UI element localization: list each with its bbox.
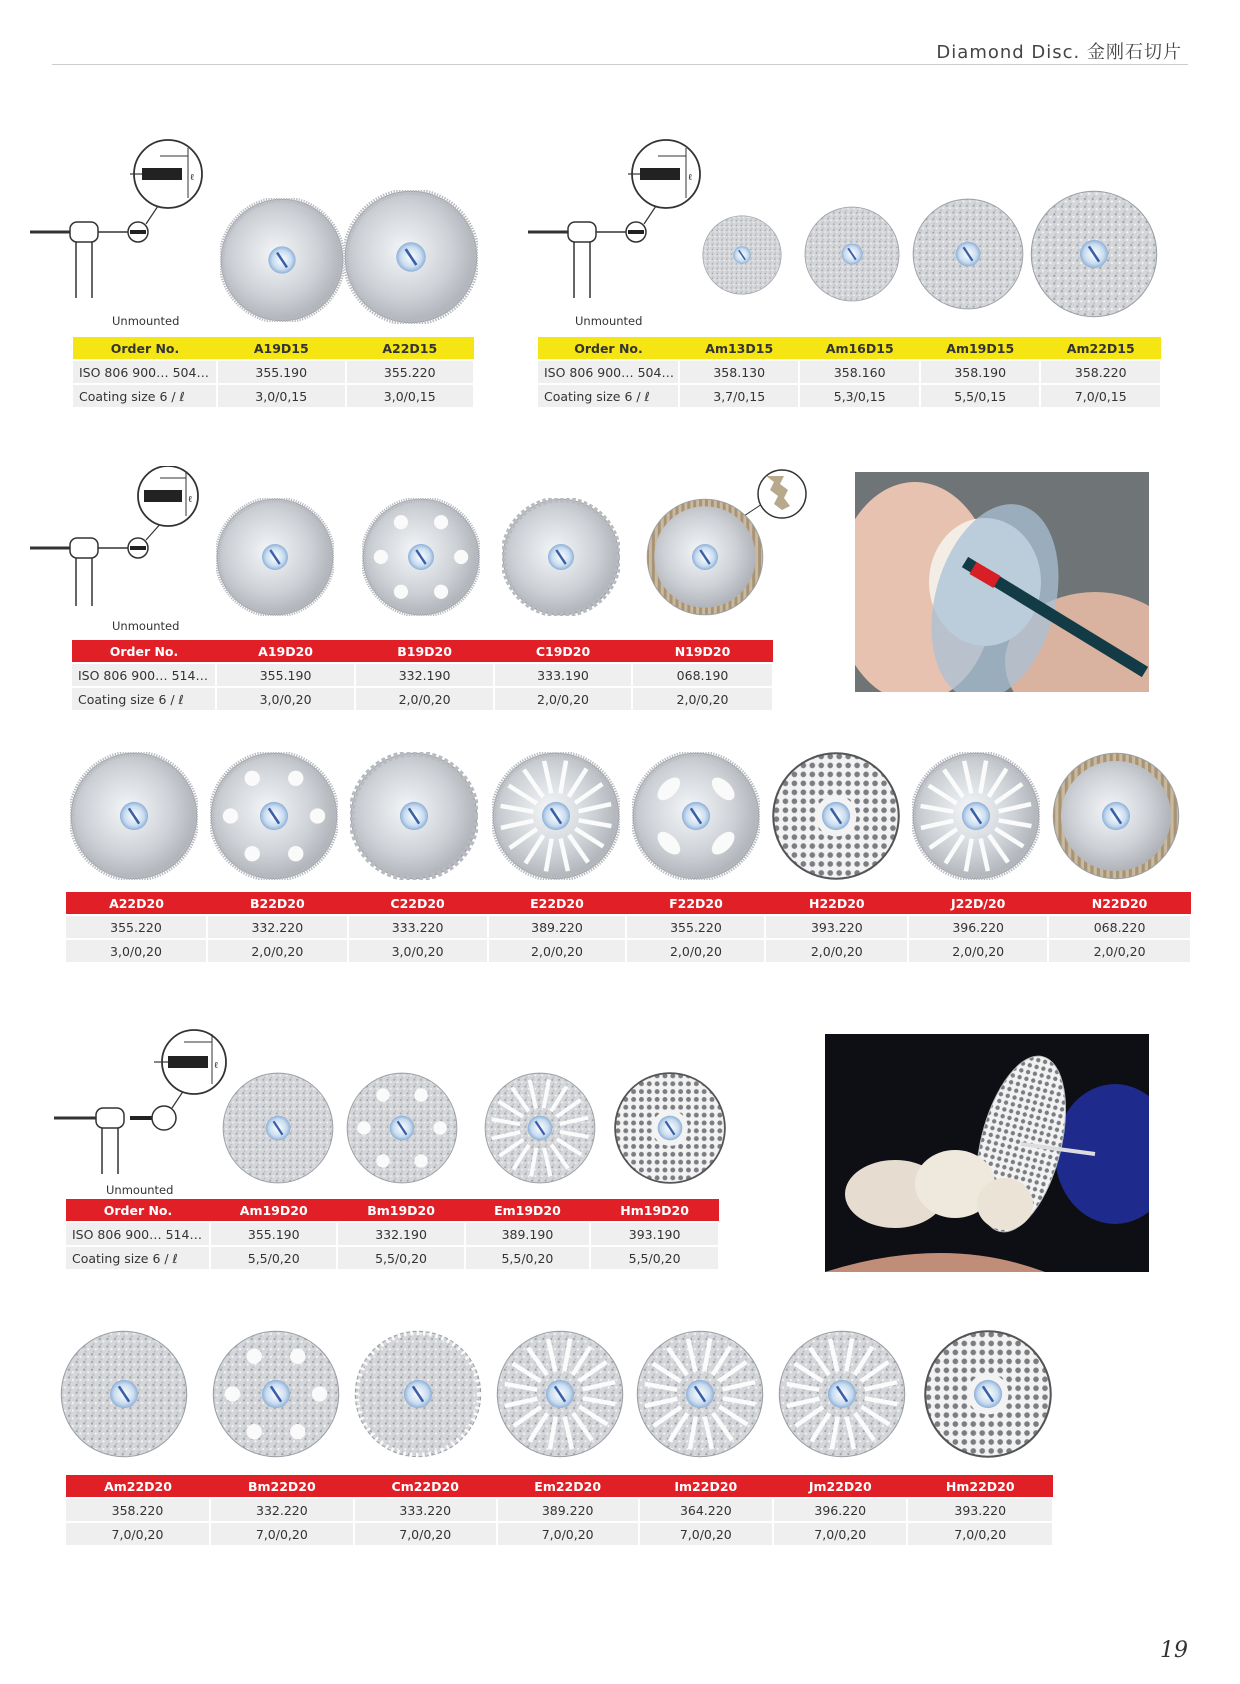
- coating-cell: 7,0/0,20: [773, 1522, 907, 1545]
- diamond-disc-icon: [220, 198, 344, 322]
- iso-cell: 333.220: [354, 1498, 497, 1522]
- code-cell: N22D20: [1048, 892, 1191, 915]
- coating-cell: 2,0/0,20: [765, 939, 908, 962]
- code-cell: F22D20: [626, 892, 765, 915]
- coating-cell: 7,0/0,20: [66, 1522, 210, 1545]
- diamond-disc-icon: [804, 206, 900, 302]
- diamond-disc-icon: [1052, 752, 1180, 880]
- iso-cell: 364.220: [639, 1498, 773, 1522]
- diamond-disc-icon: [492, 752, 620, 880]
- iso-label: ISO 806 900… 514…: [66, 1222, 210, 1246]
- diamond-disc-icon: [484, 1072, 596, 1184]
- diamond-disc-icon: [350, 752, 478, 880]
- code-cell: B19D20: [355, 640, 494, 663]
- mandrel-diagram-icon: [54, 1024, 234, 1174]
- iso-cell: 396.220: [908, 915, 1048, 939]
- coating-cell: 7,0/0,20: [354, 1522, 497, 1545]
- iso-cell: 358.220: [66, 1498, 210, 1522]
- iso-cell: 068.190: [632, 663, 773, 687]
- coating-cell: 3,0/0,15: [346, 384, 475, 407]
- header-rule: [52, 64, 1188, 65]
- coating-cell: 2,0/0,20: [494, 687, 632, 710]
- diamond-disc-icon: [632, 752, 760, 880]
- diamond-disc-icon: [222, 1072, 334, 1184]
- iso-label: ISO 806 900… 504…: [73, 360, 217, 384]
- iso-cell: 355.220: [66, 915, 207, 939]
- order-table-s3: [72, 640, 774, 710]
- diamond-disc-icon: [646, 498, 764, 616]
- code-cell: A19D20: [216, 640, 355, 663]
- iso-cell: 332.190: [337, 1222, 464, 1246]
- photo-mesh-disc-bridge: [825, 1034, 1149, 1272]
- coating-cell: 7,0/0,20: [497, 1522, 639, 1545]
- coating-cell: 3,0/0,20: [216, 687, 355, 710]
- code-cell: Hm22D20: [907, 1475, 1053, 1498]
- code-cell: A22D20: [66, 892, 207, 915]
- diamond-disc-icon: [60, 1330, 188, 1458]
- svg-text:ℓ: ℓ: [188, 495, 193, 505]
- code-cell: Im22D20: [639, 1475, 773, 1498]
- diamond-disc-icon: [346, 1072, 458, 1184]
- coating-cell: 7,0/0,20: [210, 1522, 354, 1545]
- diamond-disc-icon: [496, 1330, 624, 1458]
- iso-cell: 358.220: [1040, 360, 1161, 384]
- header-title: Diamond Disc. 金刚石切片: [936, 42, 1182, 63]
- iso-label: ISO 806 900… 504…: [538, 360, 679, 384]
- diamond-disc-icon: [362, 498, 480, 616]
- code-cell: Bm19D20: [337, 1199, 464, 1222]
- diamond-disc-icon: [502, 498, 620, 616]
- page-number: 19: [1160, 1638, 1188, 1663]
- iso-cell: 393.190: [590, 1222, 719, 1246]
- diamond-disc-icon: [70, 752, 198, 880]
- coating-label: Coating size 6 / ℓ: [73, 384, 217, 407]
- iso-cell: 068.220: [1048, 915, 1191, 939]
- coating-cell: 3,0/0,15: [217, 384, 346, 407]
- code-cell: Am13D15: [679, 337, 800, 360]
- coating-cell: 2,0/0,20: [488, 939, 627, 962]
- iso-cell: 396.220: [773, 1498, 907, 1522]
- code-cell: Am22D15: [1040, 337, 1161, 360]
- code-cell: A19D15: [217, 337, 346, 360]
- coating-label: Coating size 6 / ℓ: [538, 384, 679, 407]
- iso-cell: 358.190: [920, 360, 1041, 384]
- code-cell: Am19D20: [210, 1199, 337, 1222]
- diamond-disc-icon: [912, 198, 1024, 310]
- code-cell: Am22D20: [66, 1475, 210, 1498]
- unmounted-label: Unmounted: [106, 1183, 174, 1197]
- coating-cell: 7,0/0,15: [1040, 384, 1161, 407]
- coating-cell: 7,0/0,20: [639, 1522, 773, 1545]
- coating-cell: 2,0/0,20: [626, 939, 765, 962]
- diamond-disc-icon: [912, 752, 1040, 880]
- mandrel-diagram-icon: [528, 138, 708, 298]
- order-table-s6: [66, 1475, 1054, 1545]
- coating-cell: 5,5/0,20: [210, 1246, 337, 1269]
- coating-cell: 2,0/0,20: [207, 939, 348, 962]
- code-cell: C22D20: [348, 892, 488, 915]
- diamond-disc-icon: [614, 1072, 726, 1184]
- coating-cell: 2,0/0,20: [355, 687, 494, 710]
- code-cell: Am16D15: [799, 337, 920, 360]
- code-cell: N19D20: [632, 640, 773, 663]
- code-cell: H22D20: [765, 892, 908, 915]
- iso-cell: 389.190: [465, 1222, 591, 1246]
- coating-cell: 3,0/0,20: [348, 939, 488, 962]
- code-cell: Em19D20: [465, 1199, 591, 1222]
- iso-cell: 332.220: [210, 1498, 354, 1522]
- coating-cell: 5,5/0,20: [465, 1246, 591, 1269]
- code-cell: Bm22D20: [210, 1475, 354, 1498]
- unmounted-label: Unmounted: [112, 314, 180, 328]
- diamond-disc-icon: [778, 1330, 906, 1458]
- mandrel-diagram-icon: [30, 466, 210, 606]
- code-cell: B22D20: [207, 892, 348, 915]
- coating-label: Coating size 6 / ℓ: [72, 687, 216, 710]
- coating-cell: 5,5/0,20: [337, 1246, 464, 1269]
- coating-cell: 2,0/0,20: [908, 939, 1048, 962]
- code-cell: J22D/20: [908, 892, 1048, 915]
- coating-cell: 2,0/0,20: [632, 687, 773, 710]
- iso-cell: 333.190: [494, 663, 632, 687]
- diamond-disc-icon: [636, 1330, 764, 1458]
- diamond-disc-icon: [702, 215, 782, 295]
- code-cell: Am19D15: [920, 337, 1041, 360]
- diamond-disc-icon: [772, 752, 900, 880]
- svg-text:ℓ: ℓ: [190, 173, 195, 183]
- iso-cell: 355.190: [217, 360, 346, 384]
- header-order-no: Order No.: [66, 1199, 210, 1222]
- iso-cell: 333.220: [348, 915, 488, 939]
- iso-cell: 358.130: [679, 360, 800, 384]
- code-cell: E22D20: [488, 892, 627, 915]
- code-cell: Jm22D20: [773, 1475, 907, 1498]
- diamond-disc-icon: [210, 752, 338, 880]
- coating-label: Coating size 6 / ℓ: [66, 1246, 210, 1269]
- diamond-disc-icon: [344, 190, 478, 324]
- unmounted-label: Unmounted: [575, 314, 643, 328]
- code-cell: A22D15: [346, 337, 475, 360]
- coating-cell: 7,0/0,20: [907, 1522, 1053, 1545]
- mandrel-diagram-icon: [30, 138, 210, 298]
- coating-cell: 5,5/0,15: [920, 384, 1041, 407]
- iso-cell: 355.220: [626, 915, 765, 939]
- diamond-disc-icon: [924, 1330, 1052, 1458]
- iso-label: ISO 806 900… 514…: [72, 663, 216, 687]
- coating-cell: 3,0/0,20: [66, 939, 207, 962]
- iso-cell: 393.220: [907, 1498, 1053, 1522]
- photo-crown-cutting: [855, 472, 1149, 692]
- iso-cell: 389.220: [497, 1498, 639, 1522]
- unmounted-label: Unmounted: [112, 619, 180, 633]
- iso-cell: 355.220: [346, 360, 475, 384]
- diamond-disc-icon: [354, 1330, 482, 1458]
- iso-cell: 332.220: [207, 915, 348, 939]
- svg-text:ℓ: ℓ: [688, 173, 693, 183]
- order-table-s1: [73, 337, 475, 407]
- iso-cell: 355.190: [216, 663, 355, 687]
- order-table-s2: [538, 337, 1162, 407]
- order-table-s4: [66, 892, 1192, 962]
- iso-cell: 355.190: [210, 1222, 337, 1246]
- code-cell: Em22D20: [497, 1475, 639, 1498]
- diamond-disc-icon: [212, 1330, 340, 1458]
- diamond-disc-icon: [1030, 190, 1158, 318]
- coating-cell: 3,7/0,15: [679, 384, 800, 407]
- svg-text:ℓ: ℓ: [214, 1061, 219, 1071]
- iso-cell: 389.220: [488, 915, 627, 939]
- diamond-disc-icon: [216, 498, 334, 616]
- code-cell: C19D20: [494, 640, 632, 663]
- iso-cell: 332.190: [355, 663, 494, 687]
- coating-cell: 5,5/0,20: [590, 1246, 719, 1269]
- code-cell: Hm19D20: [590, 1199, 719, 1222]
- header-order-no: Order No.: [72, 640, 216, 663]
- header-order-no: Order No.: [73, 337, 217, 360]
- iso-cell: 393.220: [765, 915, 908, 939]
- iso-cell: 358.160: [799, 360, 920, 384]
- coating-cell: 2,0/0,20: [1048, 939, 1191, 962]
- coating-cell: 5,3/0,15: [799, 384, 920, 407]
- code-cell: Cm22D20: [354, 1475, 497, 1498]
- header-order-no: Order No.: [538, 337, 679, 360]
- order-table-s5: [66, 1199, 720, 1269]
